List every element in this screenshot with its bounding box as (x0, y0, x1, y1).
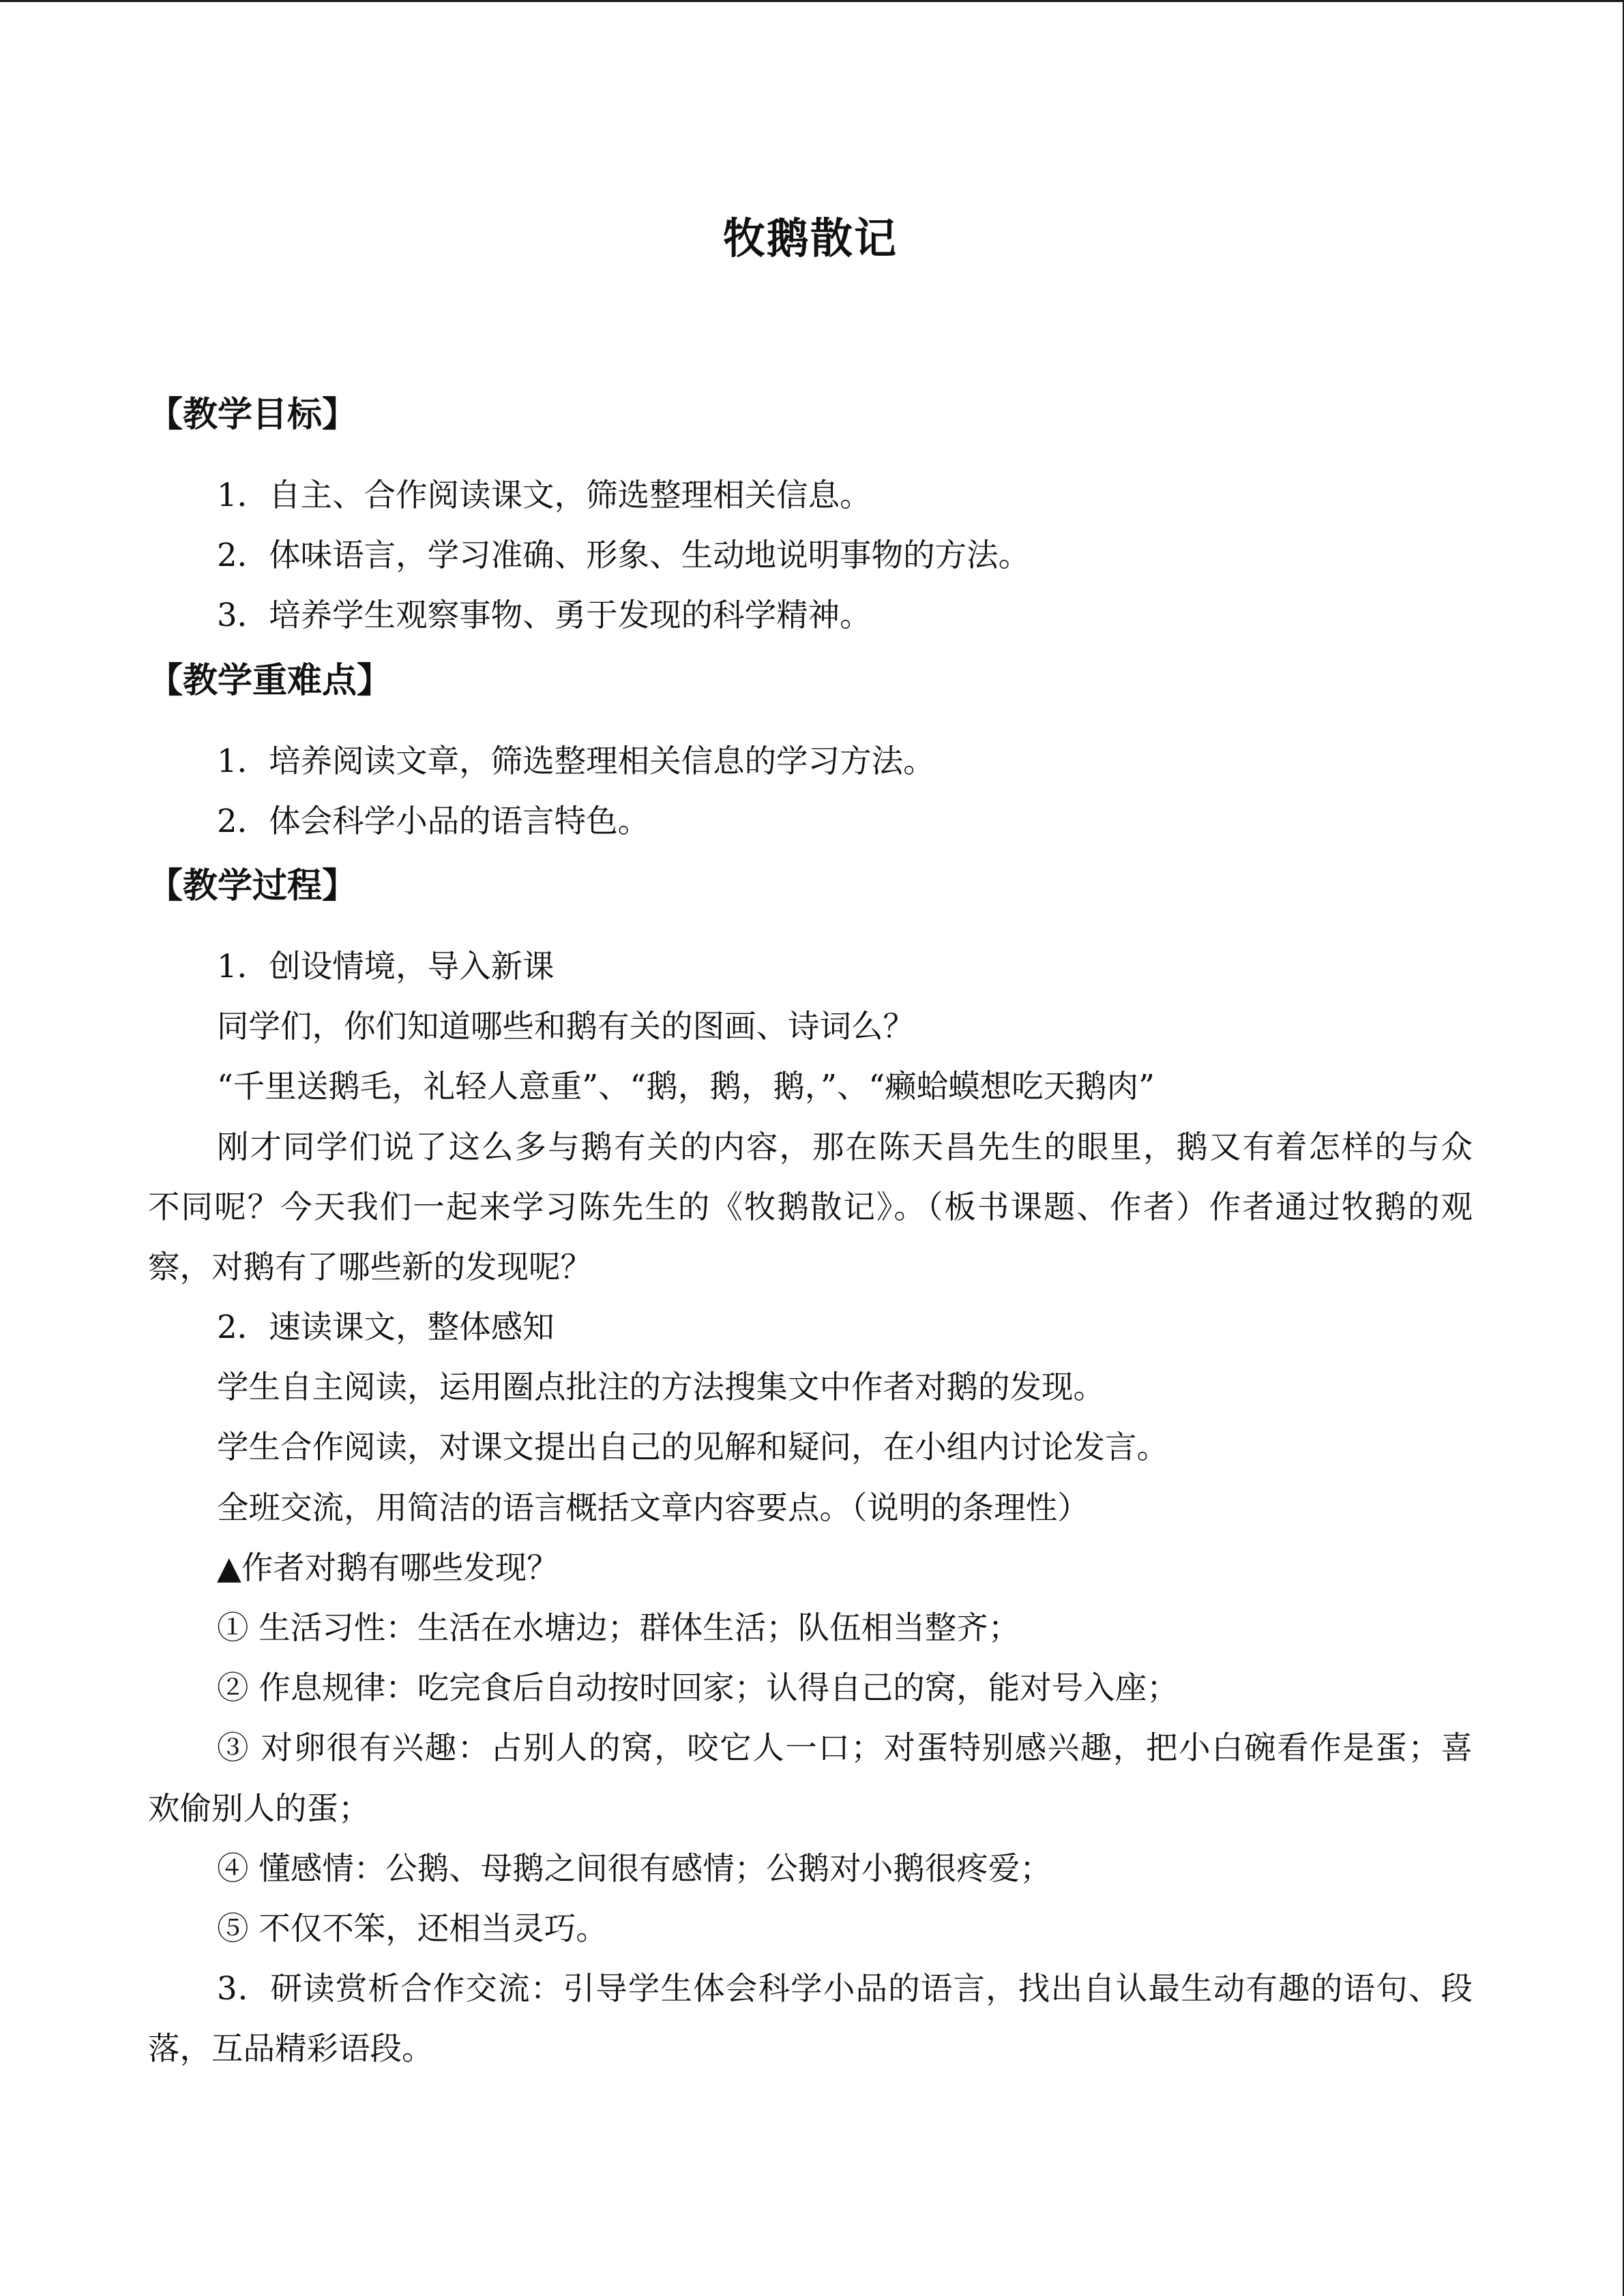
text-line: 1．培养阅读文章，筛选整理相关信息的学习方法。 (217, 742, 935, 779)
process-paragraph (148, 1478, 1473, 1538)
text-line: 欢偷别人的蛋； (148, 1789, 370, 1827)
process-question (148, 1538, 1473, 1598)
objective-item (148, 585, 1473, 645)
text-line: 落，互品精彩语段。 (148, 2030, 434, 2068)
text-line: ② 作息规律：吃完食后自动按时回家；认得自己的窝，能对号入座； (217, 1669, 1179, 1707)
section-heading-process: 【教学过程】 (148, 865, 357, 906)
finding-item (148, 1898, 1473, 1958)
text-line: 察，对鹅有了哪些新的发现呢？ (148, 1248, 592, 1285)
text-line: 同学们，你们知道哪些和鹅有关的图画、诗词么？ (217, 1008, 915, 1045)
text-line: 3．研读赏析合作交流：引导学生体会科学小品的语言，找出自认最生动有趣的语句、段 (217, 1970, 1473, 2008)
section-heading-objectives: 【教学目标】 (148, 394, 357, 435)
process-paragraph (148, 1056, 1473, 1116)
text-line: ③ 对卵很有兴趣：占别人的窝，咬它人一口；对蛋特别感兴趣，把小白碗看作是蛋；喜 (217, 1729, 1473, 1767)
text-line: 2．体会科学小品的语言特色。 (217, 802, 650, 839)
text-line: 3．培养学生观察事物、勇于发现的科学精神。 (217, 597, 872, 634)
section-heading-key-points: 【教学重难点】 (148, 659, 392, 701)
text-line: 全班交流，用简洁的语言概括文章内容要点。（说明的条理性） (217, 1489, 1089, 1526)
text-line: 2．体味语言，学习准确、形象、生动地说明事物的方法。 (217, 537, 1031, 574)
process-paragraph (148, 1117, 1473, 1298)
objective-item (148, 525, 1473, 585)
process-step-heading (148, 936, 1473, 996)
text-line: 1．自主、合作阅读课文，筛选整理相关信息。 (217, 477, 872, 513)
text-line: 2．速读课文，整体感知 (217, 1309, 555, 1346)
key-point-item (148, 731, 1473, 791)
text-line: ① 生活习性：生活在水塘边；群体生活；队伍相当整齐； (217, 1609, 1020, 1646)
text-line: 不同呢？今天我们一起来学习陈先生的《牧鹅散记》。（板书课题、作者）作者通过牧鹅的观 (148, 1188, 1473, 1225)
key-point-item (148, 791, 1473, 851)
process-paragraph (148, 996, 1473, 1056)
process-list (148, 936, 1473, 2079)
finding-item (148, 1838, 1473, 1898)
key-points-list (148, 731, 1473, 851)
process-step-heading (148, 1958, 1473, 2078)
objectives-list (148, 465, 1473, 646)
text-line: ⑤ 不仅不笨，还相当灵巧。 (217, 1909, 608, 1947)
process-paragraph (148, 1417, 1473, 1477)
finding-item (148, 1598, 1473, 1658)
text-line: 刚才同学们说了这么多与鹅有关的内容，那在陈天昌先生的眼里，鹅又有着怎样的与众 (217, 1128, 1473, 1165)
text-line: 学生合作阅读，对课文提出自己的见解和疑问，在小组内讨论发言。 (217, 1429, 1168, 1466)
text-line: “千里送鹅毛，礼轻人意重”、“鹅，鹅，鹅，”、“癞蛤蟆想吃天鹅肉” (217, 1068, 1155, 1105)
document-title: 牧鹅散记 (722, 213, 898, 263)
process-step-heading (148, 1297, 1473, 1357)
document-body (148, 2, 1473, 2079)
finding-item (148, 1658, 1473, 1718)
text-line: 1．创设情境，导入新课 (217, 947, 555, 985)
finding-item (148, 1718, 1473, 1838)
text-line: 学生自主阅读，运用圈点批注的方法搜集文中作者对鹅的发现。 (217, 1369, 1105, 1406)
process-paragraph (148, 1357, 1473, 1417)
text-line: ▲作者对鹅有哪些发现？ (217, 1549, 559, 1586)
objective-item (148, 465, 1473, 525)
text-line: ④ 懂感情：公鹅、母鹅之间很有感情；公鹅对小鹅很疼爱； (217, 1849, 1052, 1887)
